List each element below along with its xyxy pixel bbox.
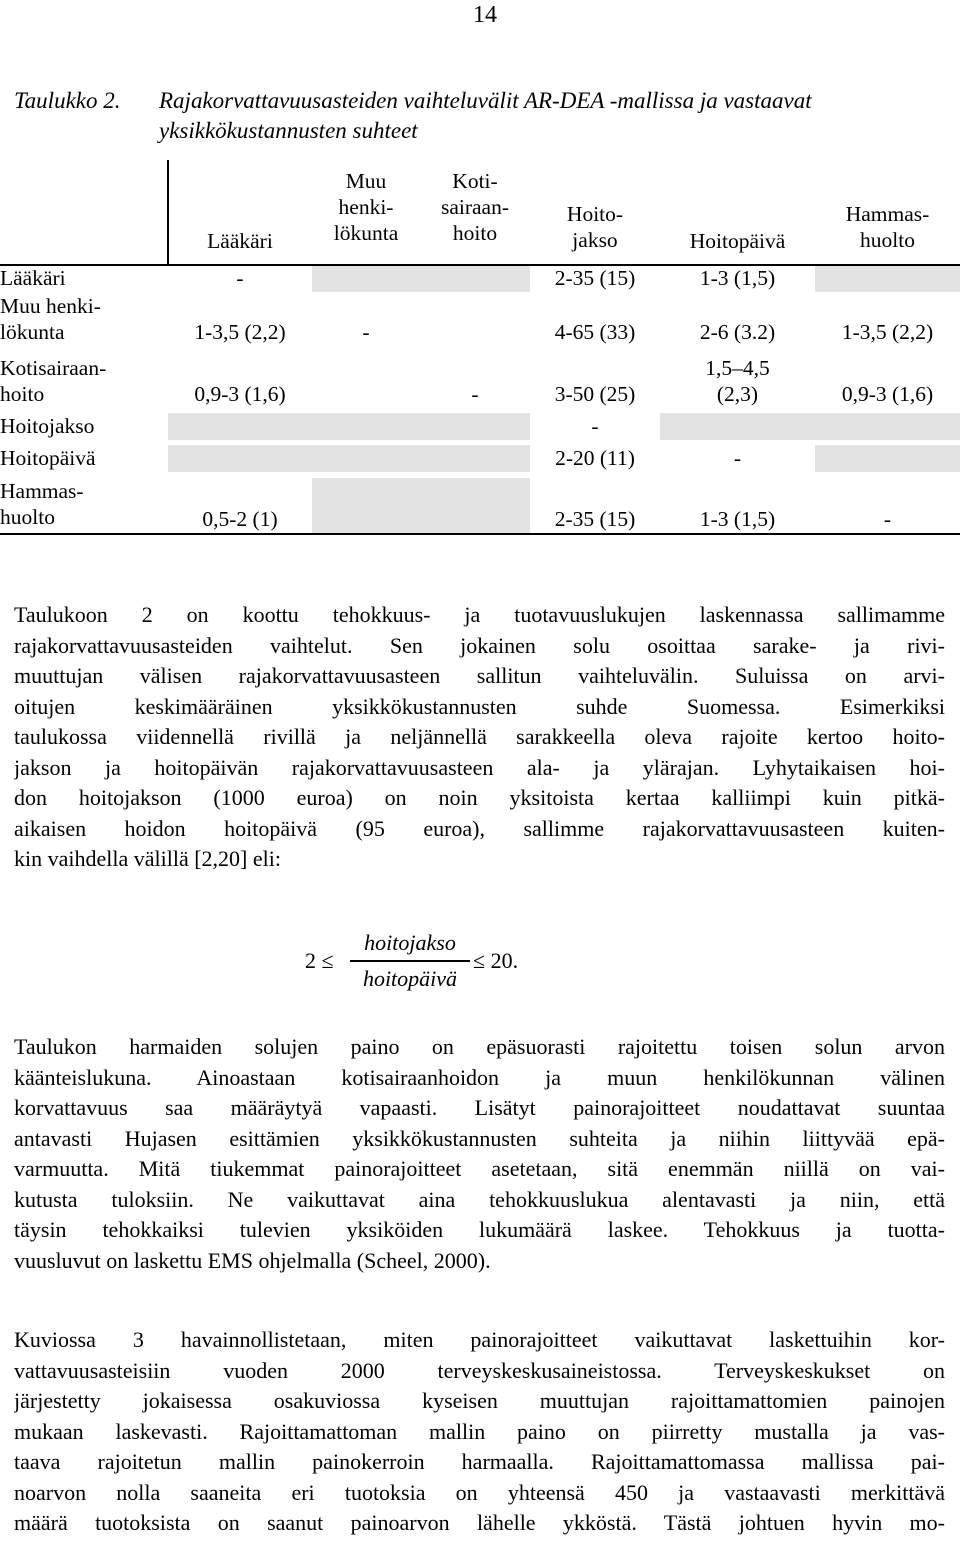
col-header: Lääkäri — [207, 229, 273, 253]
row-label: Lääkäri — [0, 266, 66, 290]
table-cell: - — [883, 507, 892, 531]
table-cell: - — [733, 446, 742, 470]
table-cell: - — [236, 266, 244, 290]
col-header: Muu henki- lökunta — [333, 169, 399, 245]
shaded-cell — [312, 478, 530, 533]
text-line: oitujen keskimääräinen yksikkökustannusten suhde Suomessa. Esimerkiksi — [14, 693, 945, 719]
shaded-cell — [168, 445, 530, 472]
table-cell: 0,5-2 (1) — [202, 507, 278, 531]
text-line: vuusluvut on laskettu EMS ohjelmalla (Scheel, 2000). — [14, 1247, 491, 1273]
text-line: aikaisen hoidon hoitopäivä (95 euroa), sallimme rajakorvattavuusasteen kuiten- — [14, 815, 945, 841]
rate-of-substitution-table — [0, 160, 960, 538]
text-line: Taulukoon 2 on koottu tehokkuus- ja tuotavuuslukujen laskennassa sallimamme — [14, 602, 945, 627]
paragraph-1 — [14, 600, 945, 875]
table-cell: 2-6 (3.2) — [699, 320, 776, 344]
ratio-formula — [305, 928, 545, 998]
caption-text: Rajakorvattavuusasteiden vaihteluvälit AR-DEA -mallissa ja vastaavat yksikkökustannusten suhteet — [159, 88, 812, 143]
col-header: Hoito- jakso — [566, 202, 624, 252]
paragraph-3 — [14, 1325, 945, 1539]
formula-left: 2 ≤ — [305, 948, 334, 973]
shaded-cell — [168, 413, 530, 440]
shaded-cell — [660, 413, 960, 440]
table-cell: 1-3,5 (2,2) — [194, 320, 286, 344]
shaded-cell — [815, 445, 960, 472]
text-line: korvattavuus saa määräytyä vapaasti. Lisätyt painorajoitteet noudattavat suuntaa — [14, 1095, 945, 1120]
formula-numerator: hoitojakso — [364, 930, 456, 955]
text-line: Kuviossa 3 havainnollistetaan, miten painorajoitteet vaikuttavat laskettuihin kor- — [14, 1327, 945, 1352]
text-line: käänteislukuna. Ainoastaan kotisairaanhoidon ja muun henkilökunnan välinen — [14, 1064, 945, 1090]
table-cell: 3-50 (25) — [554, 382, 636, 406]
fraction-bar — [350, 960, 470, 962]
table-cell: - — [471, 382, 479, 406]
text-line: mukaan laskevasti. Rajoittamattoman mallin paino on piirretty mustalla ja vas- — [14, 1418, 945, 1444]
text-line: muuttujan välisen rajakorvattavuusasteen sallitun vaihteluvälin. Suluissa on arvi- — [14, 663, 945, 688]
text-line: rajakorvattavuusasteiden vaihtelut. Sen jokainen solu osoittaa sarake- ja rivi- — [14, 632, 945, 658]
col-header: Hoitopäivä — [689, 229, 786, 253]
table-cell — [660, 355, 815, 407]
text-line: don hoitojakson (1000 euroa) on noin yksitoista kertaa kalliimpi kuin pitkä- — [14, 785, 945, 810]
shaded-cell — [815, 265, 960, 292]
table-cell: 2-20 (11) — [555, 446, 635, 470]
col-header: Koti- sairaan- hoito — [440, 169, 510, 245]
table-cell: - — [591, 414, 599, 438]
row-label: Hoitopäivä — [0, 446, 96, 470]
text-line: täysin tehokkaiksi tulevien yksiköiden lukumäärä laskee. Tehokkuus ja tuotta- — [14, 1217, 945, 1242]
formula-denominator: hoitopäivä — [362, 965, 458, 991]
text-line: järjestetty jokaisessa osakuviossa kyseisen muuttujan rajoittamattomien painojen — [14, 1388, 945, 1413]
table-cell: 1-3 (1,5) — [699, 507, 776, 531]
text-line: vattavuusasteisiin vuoden 2000 terveyskeskusaineistossa. Terveyskeskukset on — [14, 1357, 945, 1383]
table-cell: 0,9-3 (1,6) — [841, 382, 934, 406]
page-number: 14 — [473, 2, 497, 28]
table-cell: 2-35 (15) — [554, 507, 636, 531]
text-line: määrä tuotoksista on saanut painoarvon lähelle ykköstä. Tästä johtuen hyvin mo- — [14, 1510, 945, 1535]
table-cell: 2-35 (15) — [554, 266, 636, 290]
table-cell: 0,9-3 (1,6) — [194, 382, 286, 406]
table-cell-range: 1,5–4,5 (2,3) — [705, 356, 770, 406]
paragraph-2 — [14, 1032, 945, 1276]
text-line: antavasti Hujasen esittämien yksikkökustannusten suhteita ja niihin liittyvää epä- — [14, 1125, 945, 1151]
row-label: Hammas- huolto — [0, 479, 84, 529]
text-line: kutusta tuloksiin. Ne vaikuttavat aina tehokkuuslukua alentavasti ja niin, että — [14, 1186, 945, 1212]
table-divider — [0, 264, 960, 266]
shaded-cell — [312, 265, 530, 292]
table-cell: 1-3,5 (2,2) — [841, 320, 934, 344]
text-line: jakson ja hoitopäivän rajakorvattavuusasteen ala- ja ylärajan. Lyhytaikaisen hoi- — [14, 754, 945, 780]
text-line: varmuutta. Mitä tiukemmat painorajoitteet asetetaan, sitä enemmän niillä on vai- — [14, 1156, 945, 1181]
text-line: taava rajoitetun mallin painokerroin harmaalla. Rajoittamattomassa mallissa pai- — [14, 1449, 945, 1474]
text-line: taulukossa viidennellä rivillä ja neljännellä sarakkeella oleva rajoite kertoo hoito- — [14, 724, 945, 749]
table-cell: 4-65 (33) — [554, 320, 636, 344]
table-divider — [0, 533, 960, 535]
text-line: kin vaihdella välillä [2,20] eli: — [14, 846, 281, 871]
row-label: Hoitojakso — [0, 414, 95, 438]
col-header: Hammas- huolto — [845, 202, 930, 252]
caption-label: Taulukko 2. — [14, 88, 121, 113]
text-line: Taulukon harmaiden solujen paino on epäsuorasti rajoitettu toisen solun arvon — [14, 1034, 945, 1059]
formula-right: ≤ 20. — [473, 948, 519, 973]
text-line: noarvon nolla saaneita eri tuotoksia on yhteensä 450 ja vastaavasti merkittävä — [14, 1479, 945, 1505]
table-cell: - — [362, 320, 370, 344]
row-label: Muu henki- lökunta — [0, 294, 101, 344]
formula-fraction — [350, 928, 470, 994]
table-cell: 1-3 (1,5) — [699, 266, 776, 290]
row-label: Kotisairaan- hoito — [0, 356, 107, 406]
